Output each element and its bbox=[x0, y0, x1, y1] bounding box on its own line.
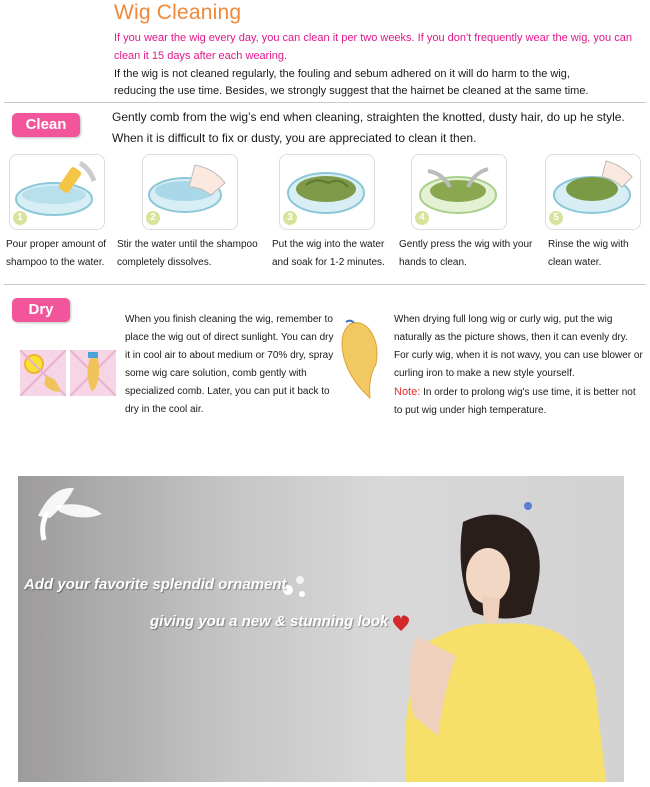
hanging-wig-image bbox=[336, 318, 384, 400]
step-number: 4 bbox=[415, 211, 429, 225]
banner-tagline-2: giving you a new & stunning look bbox=[150, 613, 389, 630]
step-3-caption: Put the wig into the water and soak for 1-2 minutes. bbox=[272, 239, 385, 268]
model-face bbox=[466, 548, 510, 604]
clean-description: Gently comb from the wig’s end when cleaning, straighten the knotted, dusty hair, do up he style. When it is difficult to fix or dusty, you are appreciated to clean it then. bbox=[112, 110, 625, 145]
step-number: 2 bbox=[146, 211, 160, 225]
step-2-caption: Stir the water until the shampoo completely dissolves. bbox=[117, 239, 258, 268]
step-1-caption: Pour proper amount of shampoo to the water. bbox=[6, 239, 107, 268]
step-5-image bbox=[545, 154, 641, 230]
dry-long-wig-text: When drying full long wig or curly wig, put the wig naturally as the picture shows, then it can evenly dry. For curly wig, when it is not wavy, you can use blower or curling iron to make a new style yourself. bbox=[394, 314, 643, 379]
step-1-image bbox=[9, 154, 105, 230]
sun-dry-icon bbox=[20, 350, 66, 396]
step-3-image bbox=[279, 154, 375, 230]
hang-dry-icon bbox=[70, 350, 116, 396]
dry-section-badge: Dry bbox=[12, 298, 70, 322]
dry-instructions-right bbox=[394, 311, 644, 420]
page-title: Wig Cleaning bbox=[114, 1, 242, 24]
note-text: In order to prolong wig's use time, it is better not to put wig under high temperature. bbox=[394, 387, 636, 416]
step-number: 5 bbox=[549, 211, 563, 225]
step-2-image bbox=[142, 154, 238, 230]
step-4-image bbox=[411, 154, 507, 230]
step-number: 1 bbox=[13, 211, 27, 225]
step-4-caption: Gently press the wig with your hands to clean. bbox=[399, 239, 533, 268]
step-5-caption: Rinse the wig with clean water. bbox=[548, 239, 629, 268]
banner-tagline-1: Add your favorite splendid ornament bbox=[24, 576, 287, 593]
divider bbox=[4, 284, 646, 285]
intro-frequency-text: If you wear the wig every day, you can clean it per two weeks. If you don't frequently wear the wig, you can clean it 15 days after each wearing. bbox=[114, 32, 632, 62]
dry-instructions-left: When you finish cleaning the wig, remember to place the wig out of direct sunlight. You can dry it in cool air to about medium or 70% dry, spray some wig care solution, comb gently with specialized comb. Later, you can put it back to dry in the cool air. bbox=[125, 314, 334, 415]
clean-section-badge: Clean bbox=[12, 113, 80, 137]
promo-banner bbox=[18, 476, 624, 782]
intro-warning-text: If the wig is not cleaned regularly, the fouling and sebum adhered on it will do harm to the wig, reducing the use time. Besides, we strongly suggest that the hairnet be cleaned at the same time. bbox=[114, 68, 589, 97]
note-label: Note: bbox=[394, 386, 421, 398]
heart-icon bbox=[393, 615, 409, 631]
step-number: 3 bbox=[283, 211, 297, 225]
divider bbox=[4, 102, 646, 103]
